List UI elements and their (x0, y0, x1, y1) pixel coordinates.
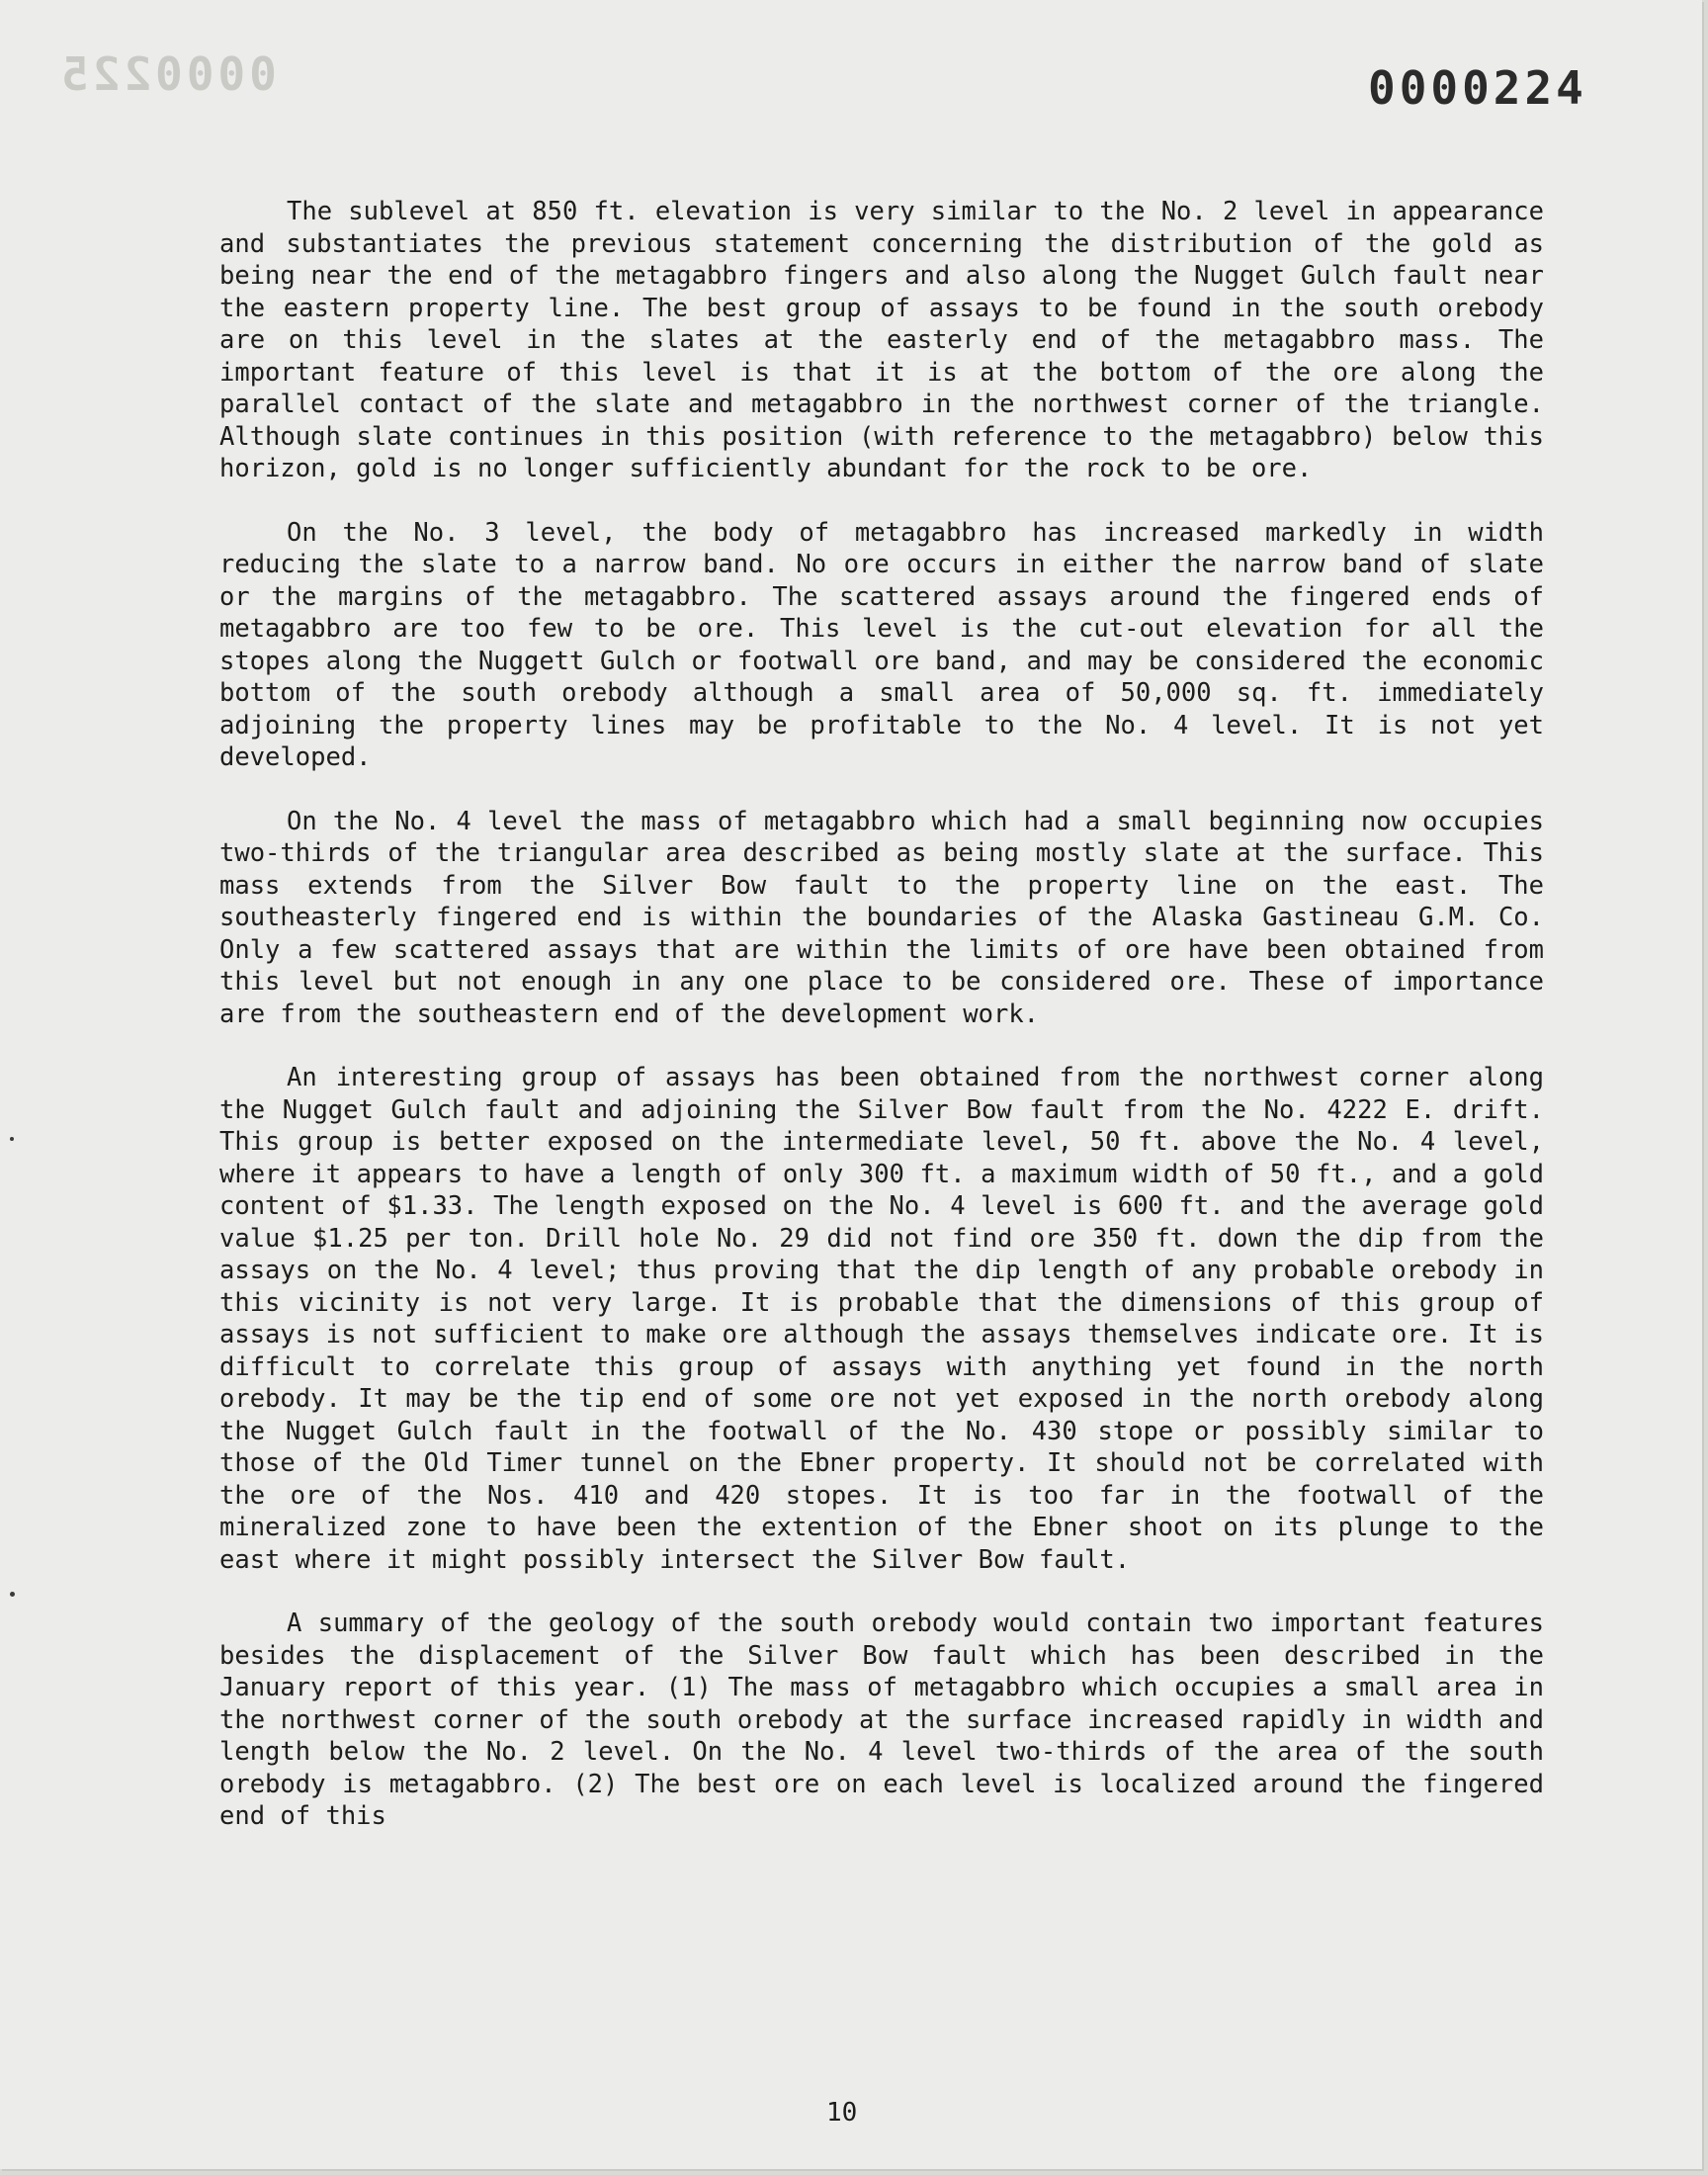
body-text (219, 196, 1544, 1865)
paragraph-sublevel-850: The sublevel at 850 ft. elevation is very similar to the No. 2 level in appearance and substantiates the previous statement concerning the distribution of the gold as being near the end of the metagabbro fingers and also along the Nugget Gulch fault near the eastern property line. The best group of assays to be found in the south orebody are on this level in the slates at the easterly end of the metagabbro mass. The important feature of this level is that it is at the bottom of the ore along the parallel contact of the slate and metagabbro in the northwest corner of the triangle. Although slate continues in this position (with reference to the metagabbro) below this horizon, gold is no longer sufficiently abundant for the rock to be ore. (219, 197, 1544, 483)
paragraph-summary: A summary of the geology of the south orebody would contain two important features besides the displacement of the Silver Bow fault which has been described in the January report of this year. (1) The mass of metagabbro which occupies a small area in the northwest corner of the south orebody at the surface increased rapidly in width and length below the No. 2 level. On the No. 4 level two-thirds of the area of the south orebody is metagabbro. (2) The best ore on each level is localized around the fingered end of this (219, 1609, 1544, 1831)
stamp-number: 0000224 (1368, 61, 1587, 115)
paragraph-no-4-level: On the No. 4 level the mass of metagabbro which had a small beginning now occupies two-thirds of the triangular area described as being mostly slate at the surface. This mass extends from the Silver Bow fault to the property line on the east. The southeasterly fingered end is within the boundaries of the Alaska Gastineau G.M. Co. Only a few scattered assays that are within the limits of ore have been obtained from this level but not enough in any one place to be considered ore. These of importance are from the southeastern end of the development work. (219, 806, 1544, 1029)
scan-speck (10, 1137, 14, 1141)
paragraph-assay-group: An interesting group of assays has been obtained from the northwest corner along the Nugget Gulch fault and adjoining the Silver Bow fault from the No. 4222 E. drift. This group is better exposed on the intermediate level, 50 ft. above the No. 4 level, where it appears to have a length of only 300 ft. a maximum width of 50 ft., and a gold content of $1.33. The length exposed on the No. 4 level is 600 ft. and the average gold value $1.25 per ton. Drill hole No. 29 did not find ore 350 ft. down the dip from the assays on the No. 4 level; thus proving that the dip length of any probable orebody in this vicinity is not very large. It is probable that the dimensions of this group of assays is not sufficient to make ore although the assays themselves indicate ore. It is difficult to correlate this group of assays with anything yet found in the north orebody. It may be the tip end of some ore not yet exposed in the north orebody along the Nugget Gulch fault in the footwall of the No. 430 stope or possibly similar to those of the Old Timer tunnel on the Ebner property. It should not be correlated with the ore of the Nos. 410 and 420 stopes. It is too far in the footwall of the mineralized zone to have been the extention of the Ebner shoot on its plunge to the east where it might possibly intersect the Silver Bow fault. (219, 1063, 1544, 1575)
scan-speck (10, 1592, 15, 1597)
page-number: 10 (826, 2098, 858, 2128)
paragraph-no-3-level: On the No. 3 level, the body of metagabbro has increased markedly in width reducing the slate to a narrow band. No ore occurs in either the narrow band of slate or the margins of the metagabbro. The scattered assays around the fingered ends of metagabbro are too few to be ore. This level is the cut-out elevation for all the stopes along the Nuggett Gulch or footwall ore band, and may be considered the economic bottom of the south orebody although a small area of 50,000 sq. ft. immediately adjoining the property lines may be profitable to the No. 4 level. It is not yet developed. (219, 517, 1544, 772)
bleed-through-stamp-number: 0000225 (57, 47, 277, 101)
